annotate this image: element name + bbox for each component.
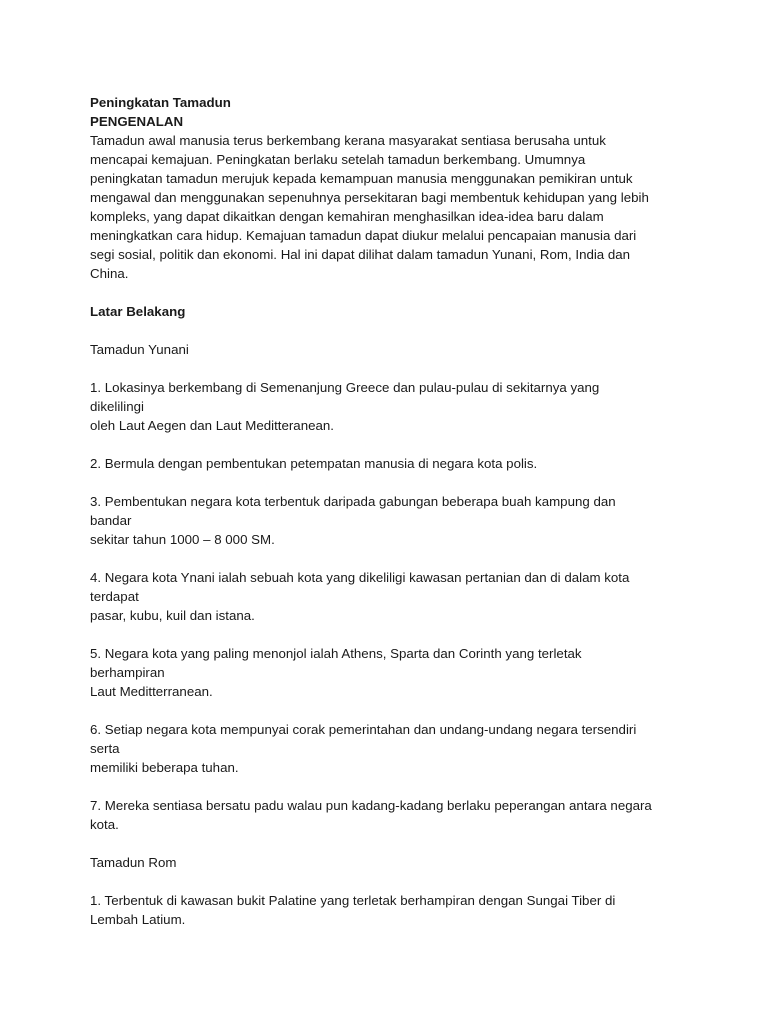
spacer <box>90 321 690 340</box>
intro-line: peningkatan tamadun merujuk kepada kemampuan manusia menggunakan pemikiran untuk <box>90 171 633 186</box>
intro-line: segi sosial, politik dan ekonomi. Hal ini dapat dilihat dalam tamadun Yunani, Rom, India dan <box>90 247 631 262</box>
intro-line: China. <box>90 266 129 281</box>
yunani-heading: Tamadun Yunani <box>90 342 189 357</box>
list-item <box>90 720 690 777</box>
list-item-line: berhampiran <box>90 665 165 680</box>
list-item <box>90 796 690 834</box>
list-item <box>90 492 690 549</box>
list-item-line: 7. Mereka sentiasa bersatu padu walau pun kadang-kadang berlaku peperangan antara negara <box>90 798 652 813</box>
list-item <box>90 454 690 473</box>
list-item-line: serta <box>90 741 120 756</box>
list-item-line: 1. Terbentuk di kawasan bukit Palatine yang terletak berhampiran dengan Sungai Tiber di <box>90 893 616 908</box>
list-item-line: dikelilingi <box>90 399 144 414</box>
list-item <box>90 891 690 929</box>
intro-line: Tamadun awal manusia terus berkembang kerana masyarakat sentiasa berusaha untuk <box>90 133 606 148</box>
spacer <box>90 473 690 492</box>
list-item-line: sekitar tahun 1000 – 8 000 SM. <box>90 532 275 547</box>
list-item-line: terdapat <box>90 589 139 604</box>
spacer <box>90 359 690 378</box>
list-item <box>90 568 690 625</box>
list-item <box>90 378 690 435</box>
intro-line: meningkatkan cara hidup. Kemajuan tamadun dapat diukur melalui pencapaian manusia dari <box>90 228 637 243</box>
list-item-line: memiliki beberapa tuhan. <box>90 760 239 775</box>
intro-paragraph <box>90 131 690 283</box>
intro-line: mengawal dan menggunakan sepenuhnya persekitaran bagi membentuk kehidupan yang lebih <box>90 190 649 205</box>
list-item-line: Laut Meditterranean. <box>90 684 213 699</box>
rom-heading: Tamadun Rom <box>90 855 177 870</box>
spacer <box>90 701 690 720</box>
intro-line: kompleks, yang dapat dikaitkan dengan kemahiran menghasilkan idea-idea baru dalam <box>90 209 604 224</box>
list-item-line: 3. Pembentukan negara kota terbentuk daripada gabungan beberapa buah kampung dan <box>90 494 616 509</box>
list-item-line: bandar <box>90 513 132 528</box>
list-item-line: Lembah Latium. <box>90 912 186 927</box>
list-item <box>90 644 690 701</box>
spacer <box>90 435 690 454</box>
list-item-line: oleh Laut Aegen dan Laut Meditteranean. <box>90 418 334 433</box>
intro-heading: PENGENALAN <box>90 114 184 129</box>
list-item-line: 5. Negara kota yang paling menonjol ialah Athens, Sparta dan Corinth yang terletak <box>90 646 582 661</box>
list-item-line: 6. Setiap negara kota mempunyai corak pemerintahan dan undang-undang negara tersendiri <box>90 722 637 737</box>
list-item-line: kota. <box>90 817 119 832</box>
document-title: Peningkatan Tamadun <box>90 95 231 110</box>
intro-line: mencapai kemajuan. Peningkatan berlaku setelah tamadun berkembang. Umumnya <box>90 152 586 167</box>
spacer <box>90 872 690 891</box>
spacer <box>90 283 690 302</box>
list-item-line: 1. Lokasinya berkembang di Semenanjung Greece dan pulau-pulau di sekitarnya yang <box>90 380 600 395</box>
list-item-line: pasar, kubu, kuil dan istana. <box>90 608 255 623</box>
background-heading: Latar Belakang <box>90 304 186 319</box>
spacer <box>90 834 690 853</box>
list-item-line: 2. Bermula dengan pembentukan petempatan manusia di negara kota polis. <box>90 456 538 471</box>
document-body <box>90 93 690 929</box>
list-item-line: 4. Negara kota Ynani ialah sebuah kota yang dikeliligi kawasan pertanian dan di dalam kota <box>90 570 630 585</box>
spacer <box>90 777 690 796</box>
spacer <box>90 625 690 644</box>
spacer <box>90 549 690 568</box>
